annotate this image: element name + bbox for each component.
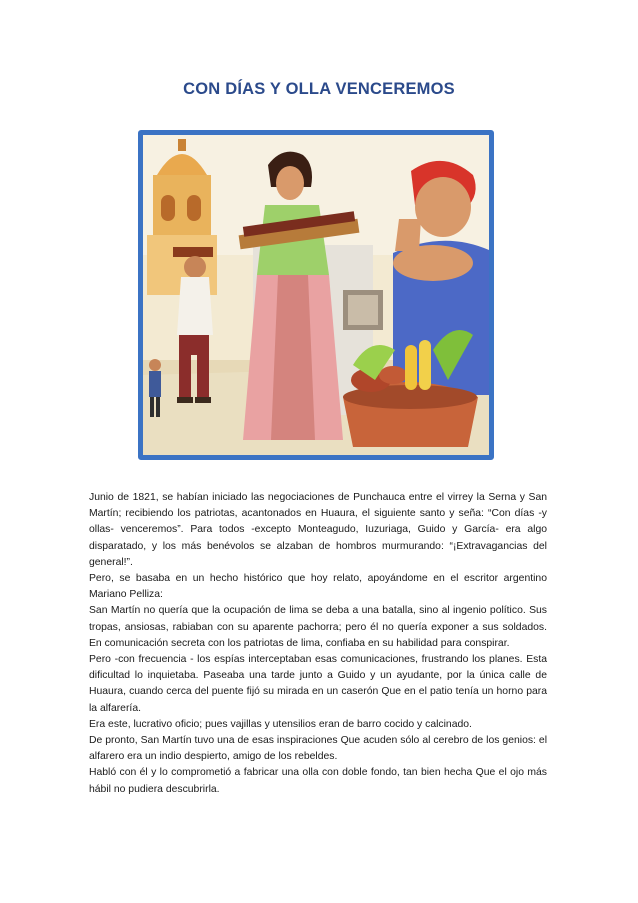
document-title: CON DÍAS Y OLLA VENCEREMOS [183, 80, 455, 98]
story-text [89, 490, 547, 798]
paragraph: Habló con él y lo comprometió a fabricar una olla con doble fondo, tan bien hecha Que el ojo más hábil no pudiera descubrirla. [89, 767, 547, 795]
paragraph: San Martín no quería que la ocupación de lima se deba a una batalla, sino al ingenio político. Sus tropas, ansiosas, rabiaban con su aparente pachorra; pero él no quería exponer a sus soldados. En comunicación secreta con los patriotas de lima, confiaba en su habilidad para conspirar. [89, 605, 547, 649]
paragraph: Era este, lucrativo oficio; pues vajillas y utensilios eran de barro cocido y calcinado. [89, 718, 472, 730]
illustration [138, 130, 494, 460]
paragraph: Junio de 1821, se habían iniciado las negociaciones de Punchauca entre el virrey la Serna y San Martín; recibiendo los patriotas, acantonados en Huaura, el siguiente santo y seña: “Con días -y ollas- venceremos”. Para todos -excepto Monteagudo, Iuzuriaga, Guido y García- era algo disparatado, y los más benévolos se alzaban de hombros murmurando: “¡Extravagancias del general!”. [89, 492, 547, 568]
market-scene-illustration [143, 135, 489, 455]
paragraph: Pero, se basaba en un hecho histórico que hoy relato, apoyándome en el escritor argentino Mariano Pelliza: [89, 573, 547, 601]
paragraph: Pero -con frecuencia - los espías interceptaban esas comunicaciones, frustrando los planes. Esta dificultad lo inquietaba. Paseaba una tarde junto a Guido y un ayudante, por la única calle de Huaura, cuando cerca del puente fijó su mirada en un caserón Que en el patio tenía un horno para la alfarería. [89, 654, 547, 714]
paragraph: De pronto, San Martín tuvo una de esas inspiraciones Que acuden sólo al cerebro de los genios: el alfarero era un indio despierto, amigo de los rebeldes. [89, 735, 547, 763]
